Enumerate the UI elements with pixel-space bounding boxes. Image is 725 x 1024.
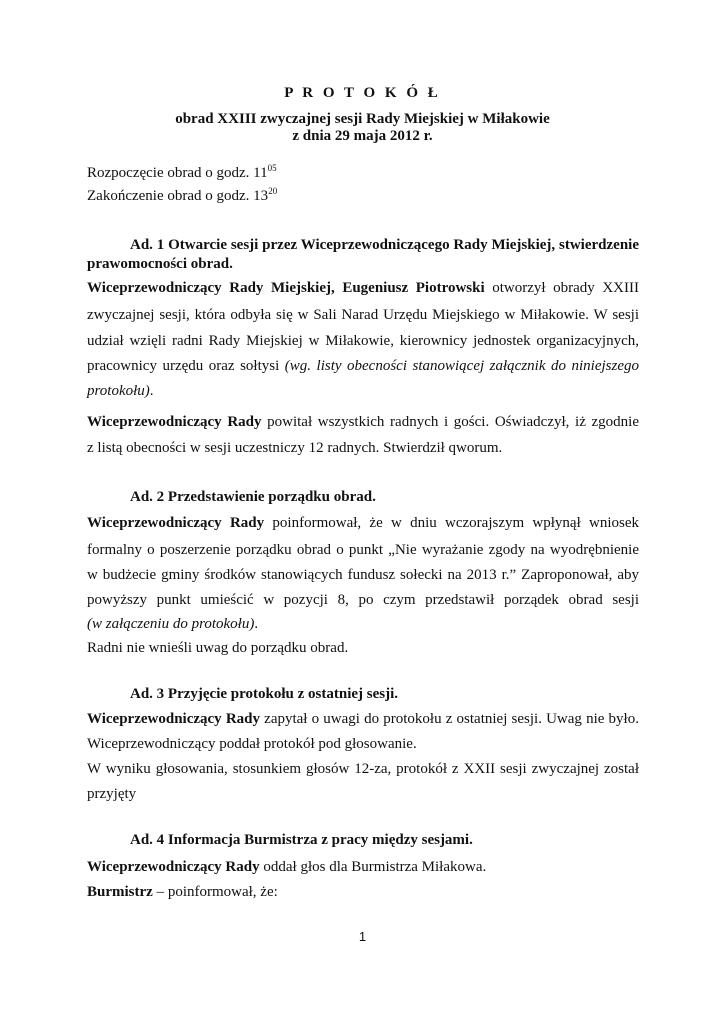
start-time-line: Rozpoczęcie obrad o godz. $11^{05}$ [87,163,277,181]
ad2-line6: Radni nie wnieśli uwag do porządku obrad. [87,640,349,656]
document-date: z dnia 29 maja 2012 r. [292,128,433,144]
document-subtitle: obrad XXIII zwyczajnej sesji Rady Miejskiej w Miłakowie [175,111,550,127]
ad4-heading: Ad. 4 Informacja Burmistrza z pracy między sesjami. [130,832,473,848]
ad3-line2: Wiceprzewodniczący poddał protokół pod głosowanie. [87,736,417,752]
ad3-line4: przyjęty [87,786,137,802]
ad1-paragraph1-line4: pracownicy urzędu oraz sołtysi (wg. listy obecności stanowiącej załącznik do niniejszego [87,358,639,374]
page-number: 1 [358,929,367,944]
ad1-paragraph1-line2: zwyczajnej sesji, która odbyła się w Sali Narad Urzędu Miejskiego w Miłakowie. W sesji [87,307,639,323]
ad2-line5: (w załączeniu do protokołu). [87,616,259,632]
ad3-line3: W wyniku głosowania, stosunkiem głosów 12-za, protokół z XXII sesji zwyczajnej został [87,761,639,777]
end-time-line: Zakończenie obrad o godz. $13^{20}$ [87,186,278,204]
ad3-line1: Wiceprzewodniczący Rady zapytał o uwagi do protokołu z ostatniej sesji. Uwag nie było. [87,711,639,727]
ad1-paragraph1-line5: protokołu). [87,383,154,399]
ad2-line3: w budżecie gminy środków stanowiących fundusz sołecki na 2013 r.” Zaproponował, aby [87,567,639,583]
ad2-line4: powyższy punkt umieścić w pozycji 8, po czym przedstawił porządek obrad sesji [87,592,639,608]
ad4-line2: Burmistrz – poinformował, że: [87,884,278,900]
ad1-paragraph2-line1: Wiceprzewodniczący Rady powitał wszystkich radnych i gości. Oświadczył, iż zgodnie [87,414,639,430]
ad2-line2: formalny o poszerzenie porządku obrad o punkt „Nie wyrażanie zgody na wyodrębnienie [87,542,639,558]
ad4-line1: Wiceprzewodniczący Rady oddał głos dla Burmistrza Miłakowa. [87,859,487,875]
ad1-paragraph2-line2: z listą obecności w sesji uczestniczy 12 radnych. Stwierdził qworum. [87,440,503,456]
ad1-heading-line2: prawomocności obrad. [87,256,233,272]
ad3-heading: Ad. 3 Przyjęcie protokołu z ostatniej sesji. [130,686,399,702]
ad2-heading: Ad. 2 Przedstawienie porządku obrad. [130,489,376,505]
ad1-heading-line1: Ad. 1 Otwarcie sesji przez Wiceprzewodniczącego Rady Miejskiej, stwierdzenie [130,237,639,253]
ad1-paragraph1-line1: Wiceprzewodniczący Rady Miejskiej, Eugeniusz Piotrowski otworzył obrady XXIII [87,280,639,296]
ad2-line1: Wiceprzewodniczący Rady poinformował, że w dniu wczorajszym wpłynął wniosek [87,515,639,531]
ad1-paragraph1-line3: udział wzięli radni Rady Miejskiej w Miłakowie, kierownicy jednostek organizacyjnych, [87,333,639,349]
document-title: P R O T O K Ó Ł [284,85,441,101]
